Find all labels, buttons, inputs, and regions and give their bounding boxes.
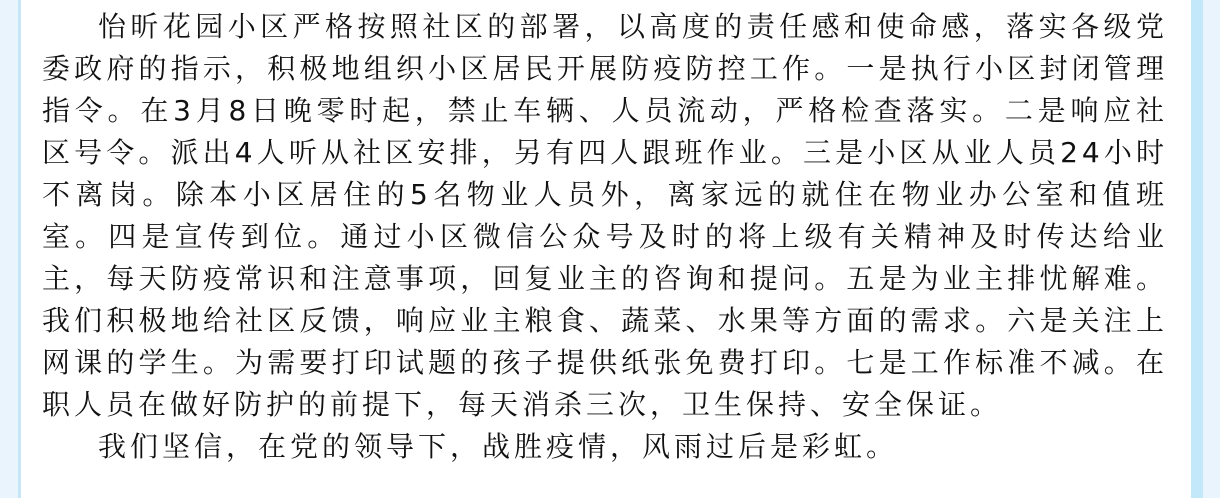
paragraph-closing: 我们坚信，在党的领导下，战胜疫情，风雨过后是彩虹。 (98, 430, 899, 463)
page-edge-right-strip (1203, 0, 1220, 498)
page-edge-left-strip (0, 0, 18, 498)
paragraph-main: 怡昕花园小区严格按照社区的部署，以高度的责任感和使命感，落实各级党委政府的指示，积极地组织小区居民开展防疫防控工作。一是执行小区封闭管理指令。在3月8日晚零时起，禁止车辆、人员流动，严格检查落实。二是响应社区号令。派出4人听从社区安排，另有四人跟班作业。三是小区从业人员24小时不离岗。除本小区居住的5名物业人员外，离家远的就住在物业办公室和值班室。四是宣传到位。通过小区微信公众号及时的将上级有关精神及时传达给业主，每天防疫常识和注意事项，回复业主的咨询和提问。五是为业主排忧解难。我们积极地给社区反馈，响应业主粮食、蔬菜、水果等方面的需求。六是关注上网课的学生。为需要打印试题的孩子提供纸张免费打印。七是工作标准不减。在职人员在做好防护的前提下，每天消杀三次，卫生保持、安全保证。 (42, 10, 1168, 421)
article-body (21, 0, 1191, 498)
page-edge-right-border (1191, 0, 1203, 498)
